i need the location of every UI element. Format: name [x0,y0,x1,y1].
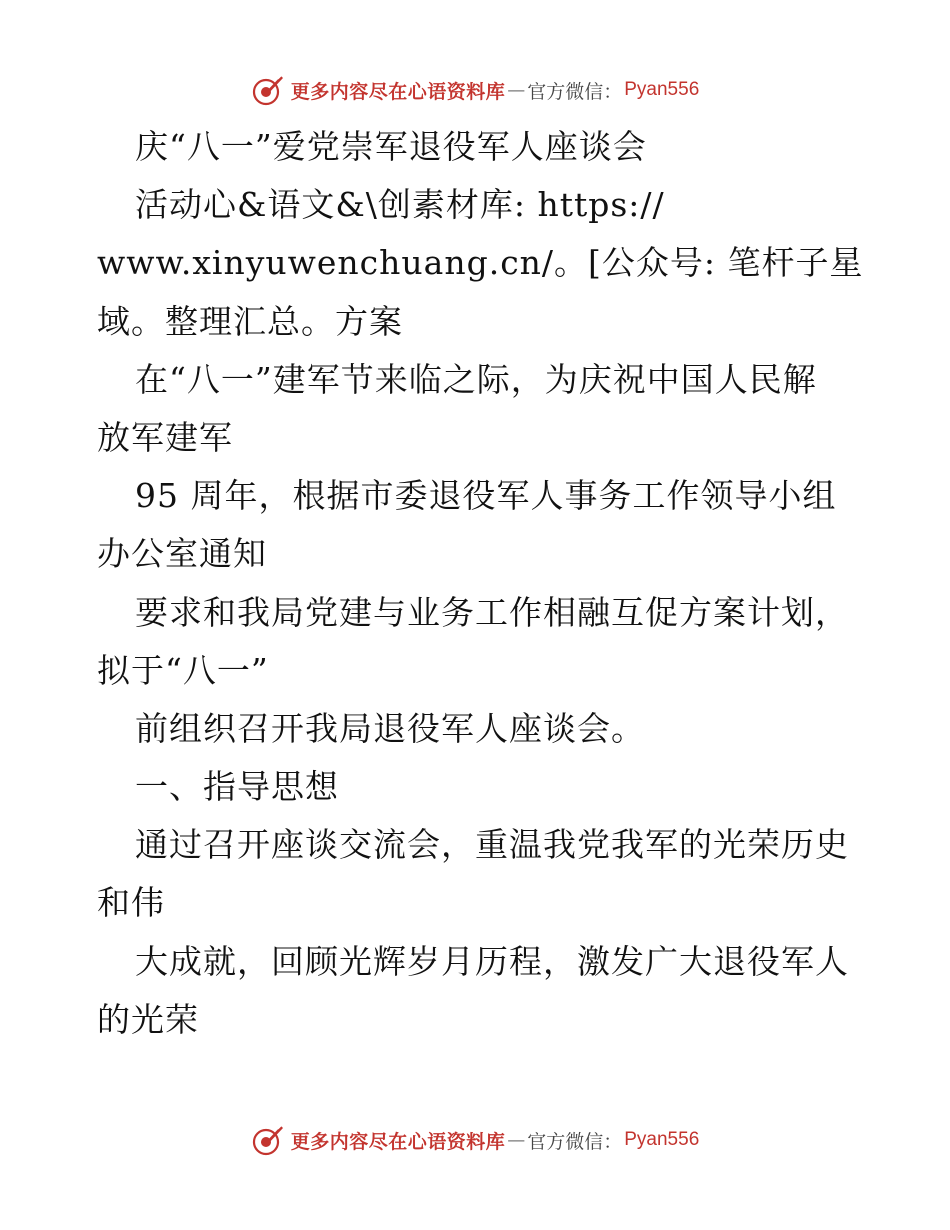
document-title: 庆“八一”爱党崇军退役军人座谈会 [135,127,647,166]
wechat-label: 官方微信： [527,1130,623,1153]
footer-banner [0,1120,950,1160]
paragraph-line: 大成就，回顾光辉岁月历程，激发广大退役军人 [135,941,849,981]
document-body [97,118,897,1049]
brand-text: 更多内容尽在心语资料库 [290,80,506,103]
wechat-id: Pyan556 [624,79,700,100]
paragraph-line: 前组织召开我局退役军人座谈会。 [135,708,645,748]
source-line-continued: www.xinyuwenchuang.cn/。[公众号: 笔杆子星 [97,243,864,283]
source-line-end: 域。整理汇总。方案 [97,301,403,341]
paragraph-line: 放军建军 [97,417,233,457]
wechat-id: Pyan556 [624,1129,700,1150]
paragraph-line: 的光荣 [97,999,199,1039]
header-banner [0,70,950,110]
quill-pen-logo-icon [251,73,285,107]
paragraph-line: 要求和我局党建与业务工作相融互促方案计划， [135,592,849,632]
paragraph-line: 通过召开座谈交流会，重温我党我军的光荣历史 [135,825,849,865]
paragraph-line: 拟于“八一” [97,650,269,690]
wechat-label: 官方微信： [527,80,623,103]
separator-dash: — [507,1129,526,1151]
source-line: 活动心&语文&\创素材库: https:// [135,185,665,225]
paragraph-line: 办公室通知 [97,534,267,574]
paragraph-line: 和伟 [97,883,165,923]
brand-text: 更多内容尽在心语资料库 [290,1130,506,1153]
paragraph-line: 95 周年，根据市委退役军人事务工作领导小组 [135,476,837,516]
section-heading: 一、指导思想 [135,767,339,807]
separator-dash: — [507,79,526,101]
paragraph-line: 在“八一”建军节来临之际，为庆祝中国人民解 [135,359,817,399]
quill-pen-logo-icon [251,1123,285,1157]
